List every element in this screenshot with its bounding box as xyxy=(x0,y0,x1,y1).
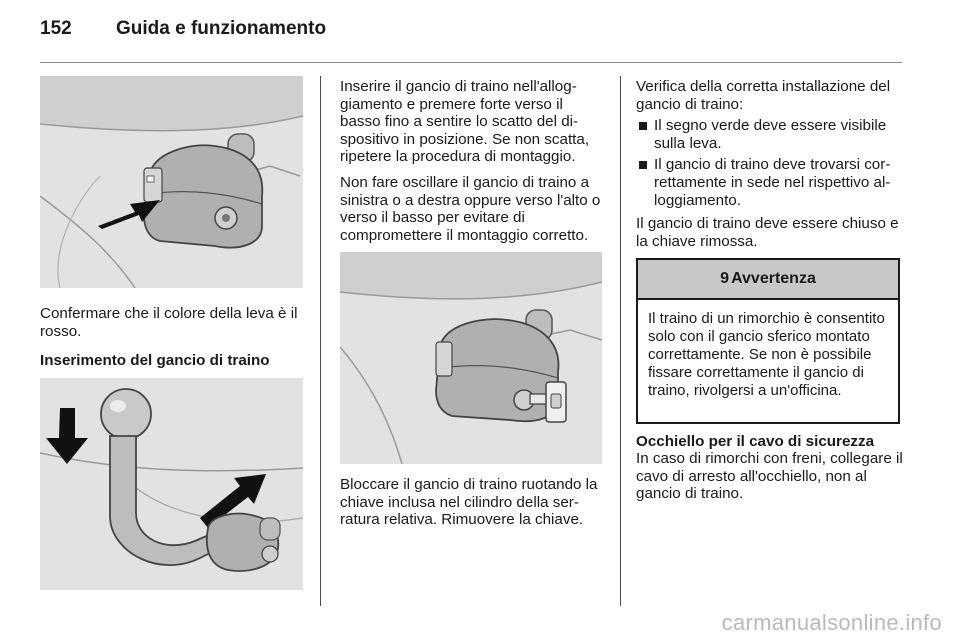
figure-lever-check xyxy=(40,76,303,288)
page-number: 152 xyxy=(40,18,72,39)
watermark: carmanualsonline.info xyxy=(721,610,942,635)
warning-text: Il traino di un rimorchio è consentito solo con il gancio sferico montato correttamente. Se non è possibile fissare correttamente il gancio di traino, rivolgersi a un'officina. xyxy=(648,310,885,399)
no-swing-paragraph: Non fare oscillare il gancio di traino a sinistra o a destra oppure verso l'alto o verso il basso per evitare di compromettere il montaggio corretto. xyxy=(340,173,601,244)
lever-illustration xyxy=(40,76,303,288)
header-rule xyxy=(40,62,902,63)
column-1-text xyxy=(40,305,304,370)
column-2-text-bottom xyxy=(340,476,604,529)
hook-insertion-illustration xyxy=(40,378,303,590)
warning-header xyxy=(638,260,898,300)
page-title: Guida e funzionamento xyxy=(116,18,327,39)
insertion-paragraph: Inserire il gancio di traino nell'alloggiamento e premere forte verso il basso fino a sentire lo scatto del dispositivo in posizione. Se non scatta, ripetere la procedura di montaggio. xyxy=(340,78,590,166)
column-2-text-top xyxy=(340,78,604,244)
column-divider-2 xyxy=(620,76,621,606)
list-item: Il segno verde deve essere visibile sulla leva. xyxy=(636,117,902,152)
verification-list xyxy=(636,117,902,209)
column-divider-1 xyxy=(320,76,321,606)
lock-paragraph: Bloccare il gancio di traino ruotando la chiave inclusa nel cilindro della serratura relativa. Rimuovere la chiave. xyxy=(340,476,598,529)
bullet-icon xyxy=(639,122,647,130)
figure-key-lock xyxy=(340,252,602,464)
closed-key-paragraph: Il gancio di traino deve essere chiuso e la chiave rimossa. xyxy=(636,215,899,250)
section-heading-insertion: Inserimento del gancio di traino xyxy=(40,352,270,370)
column-3-text-bottom xyxy=(636,433,904,503)
column-3-text-top xyxy=(636,78,902,250)
bullet-icon xyxy=(639,161,647,169)
key-lock-illustration xyxy=(340,252,602,464)
lever-caption: Confermare che il colore della leva è il rosso. xyxy=(40,305,298,340)
list-item: Il gancio di traino deve trovarsi correttamente in sede nel rispettivo alloggiamento. xyxy=(636,156,902,209)
warning-box xyxy=(636,258,900,424)
section-heading-safety-eye: Occhiello per il cavo di sicurezza xyxy=(636,433,875,450)
warning-title: Avvertenza xyxy=(731,270,816,287)
verification-intro: Verifica della corretta installazione del gancio di traino: xyxy=(636,78,891,113)
figure-hook-insertion xyxy=(40,378,303,590)
warning-triangle-icon: 9 xyxy=(720,270,730,287)
safety-eye-paragraph: In caso di rimorchi con freni, collegare il cavo di arresto all'occhiello, non al gancio di traino. xyxy=(636,450,903,503)
